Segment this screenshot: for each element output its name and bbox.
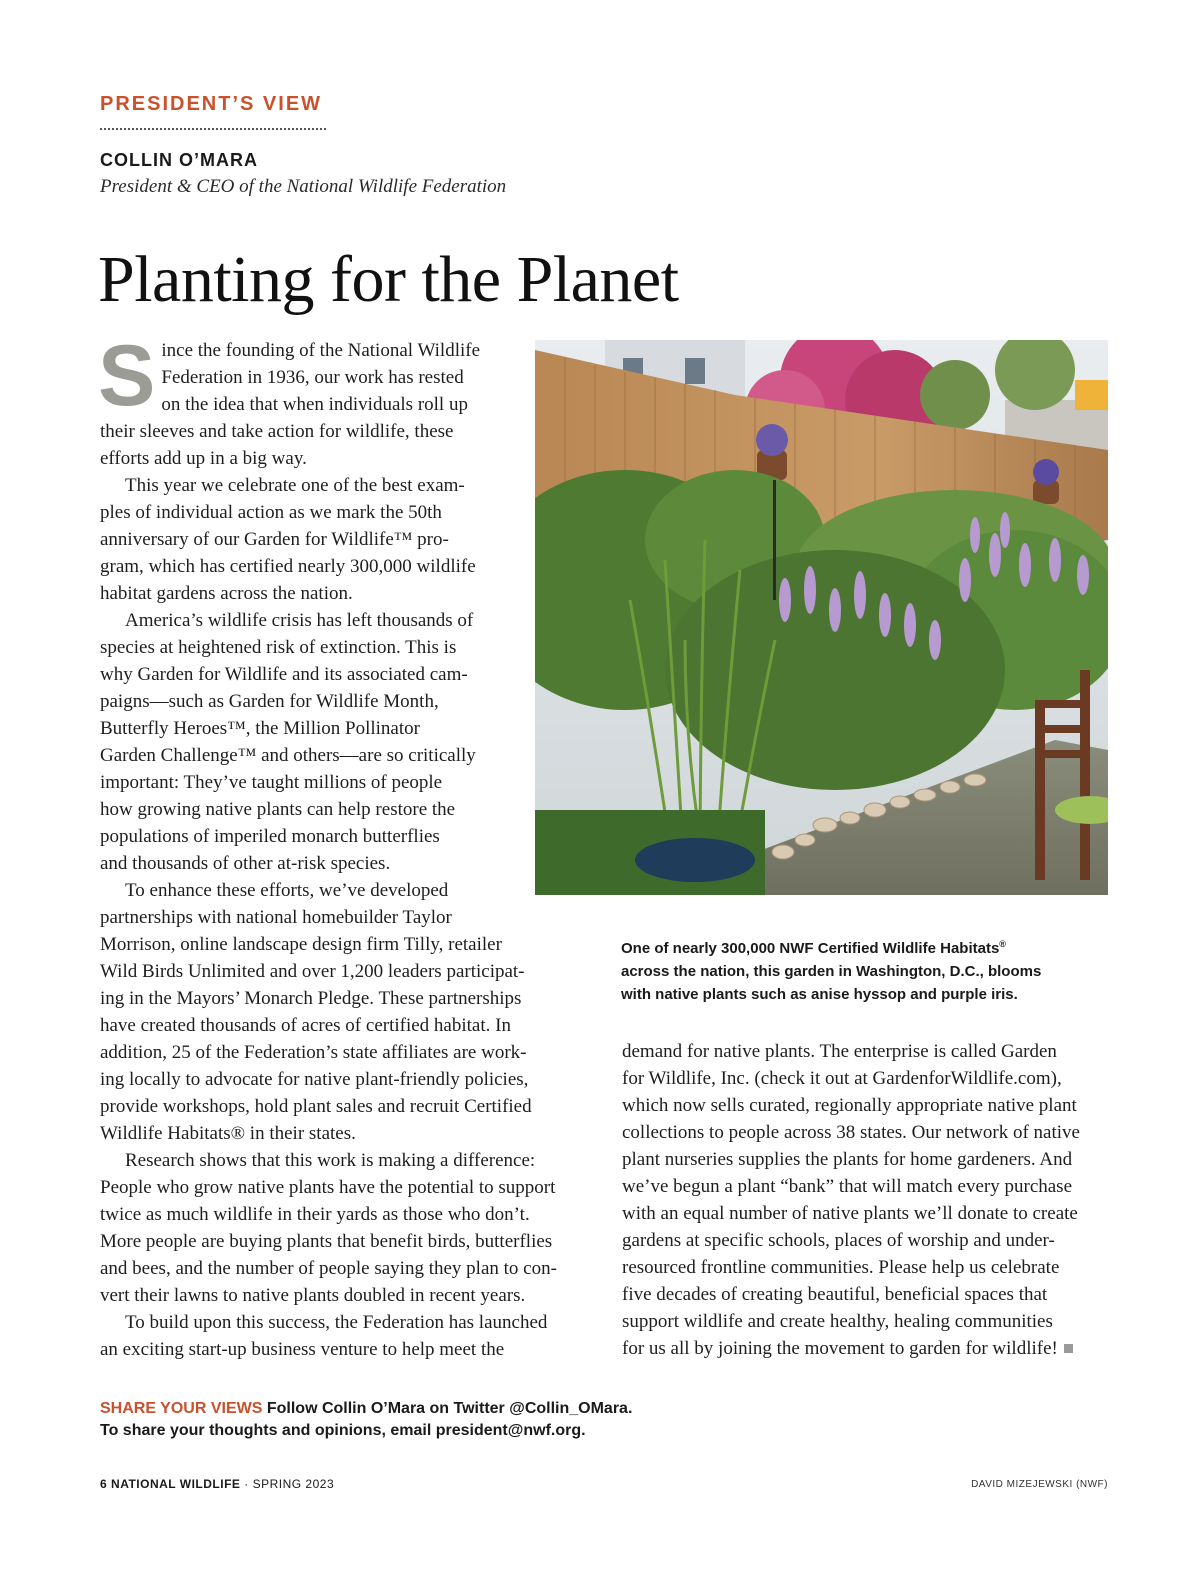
text-line: on the idea that when individuals roll up xyxy=(161,394,468,415)
share-label: SHARE YOUR VIEWS xyxy=(100,1400,263,1417)
issue-date: SPRING 2023 xyxy=(252,1477,335,1491)
text-line: Federation in 1936, our work has rested xyxy=(161,367,464,388)
text-line: ples of individual action as we mark the 50th xyxy=(100,502,442,523)
page-number: 6 xyxy=(100,1477,108,1491)
text-line: ing in the Mayors’ Monarch Pledge. These partnerships xyxy=(100,988,522,1009)
paragraph-2 xyxy=(100,472,508,607)
text-line: ing locally to advocate for native plant-friendly policies, xyxy=(100,1069,529,1090)
photo-caption xyxy=(621,933,1101,1006)
text-line: Wild Birds Unlimited and over 1,200 leaders participat- xyxy=(100,961,525,982)
text-line: and thousands of other at-risk species. xyxy=(100,853,391,874)
text-line: partnerships with national homebuilder Taylor xyxy=(100,907,452,928)
text-line: and bees, and the number of people saying they plan to con- xyxy=(100,1258,557,1279)
text-line: Garden Challenge™ and others—are so critically xyxy=(100,745,476,766)
text-line: why Garden for Wildlife and its associated cam- xyxy=(100,664,468,685)
text-line: To enhance these efforts, we’ve developed xyxy=(125,880,449,901)
text-line: for us all by joining the movement to garden for wildlife! xyxy=(622,1335,1114,1362)
text-line: collections to people across 38 states. Our network of native xyxy=(622,1122,1080,1143)
text-line: habitat gardens across the nation. xyxy=(100,583,353,604)
text-line: populations of imperiled monarch butterflies xyxy=(100,826,440,847)
text-line: have created thousands of acres of certified habitat. In xyxy=(100,1015,511,1036)
paragraph-6-start xyxy=(100,1309,588,1363)
article-headline: Planting for the Planet xyxy=(98,243,679,316)
text-line: plant nurseries supplies the plants for home gardeners. And xyxy=(622,1149,1073,1170)
text-line: twice as much wildlife in their yards as those who don’t. xyxy=(100,1204,530,1225)
article-column-left-lower xyxy=(100,877,588,1363)
text-line: how growing native plants can help restore the xyxy=(100,799,456,820)
share-twitter-text: Follow Collin O’Mara on Twitter @Collin_OMara. xyxy=(262,1400,633,1417)
drop-cap: S xyxy=(98,328,156,424)
text-line: demand for native plants. The enterprise is called Garden xyxy=(622,1041,1057,1062)
text-line: paigns—such as Garden for Wildlife Month, xyxy=(100,691,439,712)
text-line: their sleeves and take action for wildlife, these xyxy=(100,421,454,442)
paragraph-5 xyxy=(100,1147,588,1309)
text-line: we’ve begun a plant “bank” that will match every purchase xyxy=(622,1176,1073,1197)
garden-photo xyxy=(535,340,1108,895)
paragraph-3 xyxy=(100,607,508,877)
photo-credit: DAVID MIZEJEWSKI (NWF) xyxy=(971,1479,1108,1490)
author-name: COLLIN O’MARA xyxy=(100,150,258,170)
text-line: important: They’ve taught millions of people xyxy=(100,772,443,793)
text-line: with an equal number of native plants we’ll donate to create xyxy=(622,1203,1078,1224)
article-column-right xyxy=(622,1038,1114,1362)
text-line: species at heightened risk of extinction. This is xyxy=(100,637,457,658)
text-line: which now sells curated, regionally appropriate native plant xyxy=(622,1095,1077,1116)
text-line: provide workshops, hold plant sales and recruit Certified xyxy=(100,1096,532,1117)
text-line: anniversary of our Garden for Wildlife™ pro- xyxy=(100,529,449,550)
text-line: an exciting start-up business venture to help meet the xyxy=(100,1339,505,1360)
text-line: resourced frontline communities. Please help us celebrate xyxy=(622,1257,1060,1278)
text-line: five decades of creating beautiful, beneficial spaces that xyxy=(622,1284,1048,1305)
text-line: addition, 25 of the Federation’s state affiliates are work- xyxy=(100,1042,527,1063)
section-kicker: PRESIDENT’S VIEW xyxy=(100,93,323,115)
text-line: support wildlife and create healthy, healing communities xyxy=(622,1311,1053,1332)
text-line: gardens at specific schools, places of worship and under- xyxy=(622,1230,1055,1251)
paragraph-4 xyxy=(100,877,588,1147)
paragraph-1 xyxy=(98,328,508,472)
caption-line: with native plants such as anise hyssop and purple iris. xyxy=(621,986,1018,1003)
paragraph-6-end xyxy=(622,1038,1114,1362)
text-line: Research shows that this work is making a difference: xyxy=(125,1150,536,1171)
caption-line: One of nearly 300,000 NWF Certified Wildlife Habitats® xyxy=(621,939,1006,957)
text-line: America’s wildlife crisis has left thousands of xyxy=(125,610,474,631)
text-line: ince the founding of the National Wildlife xyxy=(161,340,481,361)
text-line: More people are buying plants that benefit birds, butterflies xyxy=(100,1231,553,1252)
page-footer xyxy=(100,1477,334,1491)
text-line: vert their lawns to native plants doubled in recent years. xyxy=(100,1285,526,1306)
text-line: for Wildlife, Inc. (check it out at GardenforWildlife.com), xyxy=(622,1068,1062,1089)
author-title: President & CEO of the National Wildlife Federation xyxy=(100,176,507,197)
share-email-text: To share your thoughts and opinions, email president@nwf.org. xyxy=(100,1422,586,1439)
text-line: To build upon this success, the Federation has launched xyxy=(125,1312,548,1333)
text-line: Butterfly Heroes™, the Million Pollinator xyxy=(100,718,420,739)
text-line: efforts add up in a big way. xyxy=(100,448,307,469)
garden-photo-illustration xyxy=(535,340,1108,895)
kicker-dotted-rule xyxy=(100,128,326,130)
text-line: People who grow native plants have the potential to support xyxy=(100,1177,556,1198)
share-your-views xyxy=(100,1398,820,1442)
end-mark-icon xyxy=(1064,1344,1073,1353)
footer-separator: · xyxy=(244,1477,249,1491)
caption-line: across the nation, this garden in Washington, D.C., blooms xyxy=(621,963,1042,980)
magazine-name: NATIONAL WILDLIFE xyxy=(111,1477,241,1491)
text-line: Morrison, online landscape design firm Tilly, retailer xyxy=(100,934,502,955)
text-line: gram, which has certified nearly 300,000 wildlife xyxy=(100,556,476,577)
article-column-left-upper xyxy=(98,328,508,877)
text-line: This year we celebrate one of the best exam- xyxy=(125,475,465,496)
text-line: Wildlife Habitats® in their states. xyxy=(100,1123,356,1144)
